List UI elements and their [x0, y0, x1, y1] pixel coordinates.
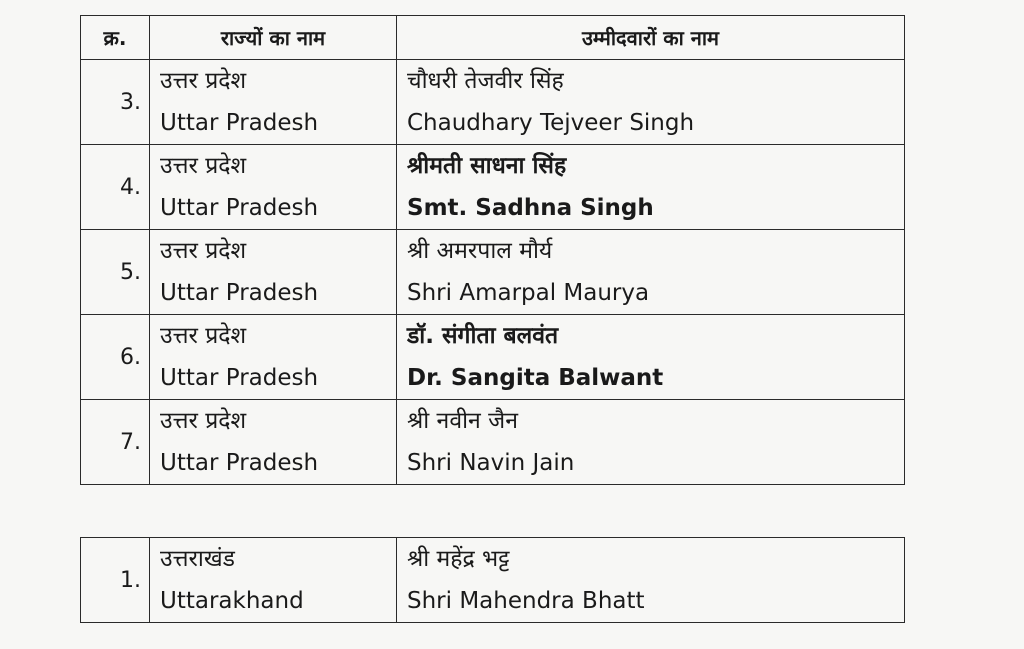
- candidate-cell: [397, 538, 905, 623]
- candidate-name-english: Chaudhary Tejveer Singh: [407, 110, 695, 136]
- candidate-name-hindi: श्रीमती साधना सिंह: [407, 153, 567, 179]
- state-name-hindi: उत्तर प्रदेश: [160, 238, 247, 264]
- state-cell: [150, 145, 397, 230]
- state-name-english: Uttarakhand: [160, 588, 304, 614]
- state-cell: [150, 315, 397, 400]
- candidate-cell: [397, 230, 905, 315]
- candidate-name-english: Shri Amarpal Maurya: [407, 280, 650, 306]
- candidate-name-hindi: श्री महेंद्र भट्ट: [407, 546, 510, 572]
- candidate-cell: [397, 60, 905, 145]
- candidates-table: [80, 15, 905, 485]
- candidate-name-english: Smt. Sadhna Singh: [407, 195, 654, 221]
- state-name-english: Uttar Pradesh: [160, 110, 319, 136]
- candidate-name-hindi: श्री नवीन जैन: [407, 408, 518, 434]
- state-name-hindi: उत्तर प्रदेश: [160, 68, 247, 94]
- state-name-hindi: उत्तर प्रदेश: [160, 408, 247, 434]
- state-name-hindi: उत्तराखंड: [160, 546, 235, 572]
- serial-number: 4.: [81, 145, 150, 230]
- table-row: [81, 230, 905, 315]
- table-row: [81, 60, 905, 145]
- serial-number: 3.: [81, 60, 150, 145]
- header-serial: क्र.: [81, 16, 150, 60]
- state-name-english: Uttar Pradesh: [160, 195, 319, 221]
- state-name-english: Uttar Pradesh: [160, 280, 319, 306]
- table-row: [81, 145, 905, 230]
- candidate-cell: [397, 315, 905, 400]
- state-cell: [150, 400, 397, 485]
- header-state: राज्यों का नाम: [150, 16, 397, 60]
- state-name-hindi: उत्तर प्रदेश: [160, 323, 247, 349]
- candidate-name-hindi: चौधरी तेजवीर सिंह: [407, 68, 564, 94]
- candidate-cell: [397, 145, 905, 230]
- candidate-name-hindi: श्री अमरपाल मौर्य: [407, 238, 553, 264]
- candidate-name-english: Dr. Sangita Balwant: [407, 365, 664, 391]
- table-row: [81, 538, 905, 623]
- candidate-name-english: Shri Navin Jain: [407, 450, 575, 476]
- state-cell: [150, 60, 397, 145]
- candidate-name-hindi: डॉ. संगीता बलवंत: [407, 323, 559, 349]
- candidate-cell: [397, 400, 905, 485]
- serial-number: 1.: [81, 538, 150, 623]
- candidates-table-uttarakhand: [80, 537, 905, 623]
- serial-number: 5.: [81, 230, 150, 315]
- header-candidate: उम्मीदवारों का नाम: [397, 16, 905, 60]
- state-name-hindi: उत्तर प्रदेश: [160, 153, 247, 179]
- table-row: [81, 400, 905, 485]
- state-cell: [150, 538, 397, 623]
- state-name-english: Uttar Pradesh: [160, 365, 319, 391]
- state-cell: [150, 230, 397, 315]
- state-name-english: Uttar Pradesh: [160, 450, 319, 476]
- table-row: [81, 315, 905, 400]
- serial-number: 6.: [81, 315, 150, 400]
- candidate-name-english: Shri Mahendra Bhatt: [407, 588, 645, 614]
- serial-number: 7.: [81, 400, 150, 485]
- table-header-row: [81, 16, 905, 60]
